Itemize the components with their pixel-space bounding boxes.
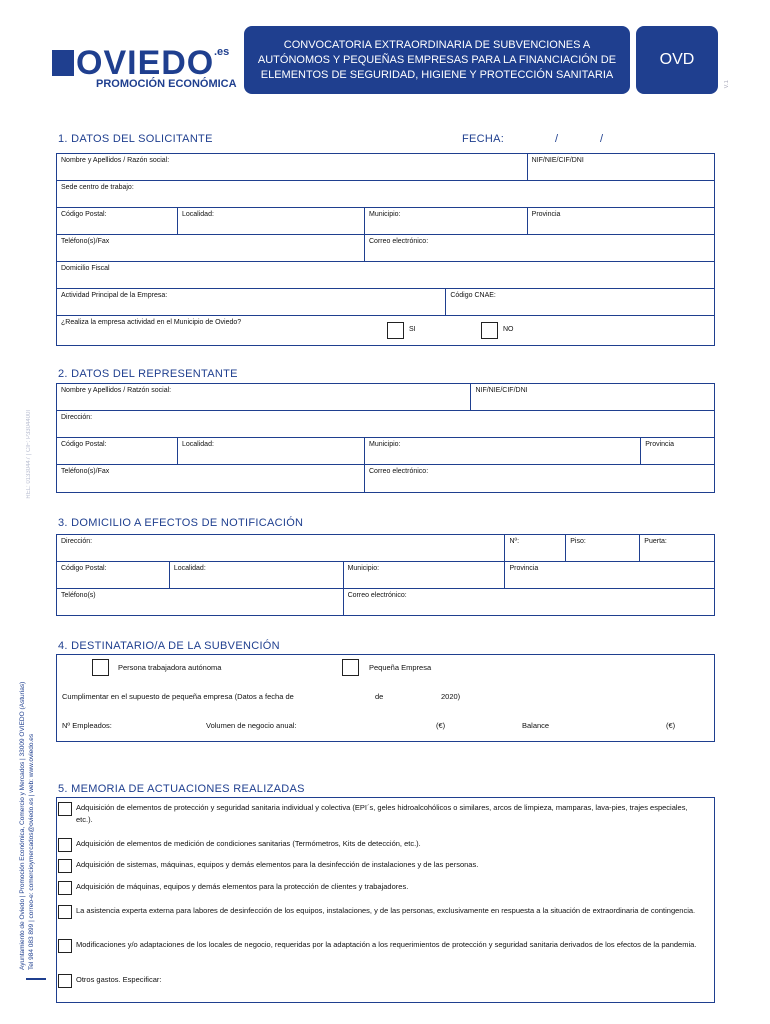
checkbox-autonoma[interactable] (92, 659, 109, 676)
memoria-item (58, 905, 698, 919)
field-cp[interactable]: Código Postal: (57, 208, 178, 235)
solicitante-table (56, 153, 715, 346)
field-nif[interactable]: NIF/NIE/CIF/DNI (527, 154, 714, 181)
section-5-title: 5. MEMORIA DE ACTUACIONES REALIZADAS (58, 783, 305, 795)
field-domicilio-fiscal[interactable]: Domicilio Fiscal (57, 262, 715, 289)
rep-field-correo[interactable]: Correo electrónico: (365, 465, 715, 493)
not-field-correo[interactable]: Correo electrónico: (343, 589, 714, 616)
memoria-checkbox-1[interactable] (58, 802, 72, 816)
section-1-title: 1. DATOS DEL SOLICITANTE (58, 133, 213, 145)
contact-line-2: Tel 984 083 899 | correo-e: comercioymercados@oviedo.es | web: www.oviedo.es (28, 733, 35, 970)
form-title-banner (244, 26, 630, 94)
balance-label: Balance (522, 721, 550, 730)
rep-field-telefono[interactable]: Teléfono(s)/Fax (57, 465, 365, 493)
section-3-title: 3. DOMICILIO A EFECTOS DE NOTIFICACIÓN (58, 517, 304, 529)
form-code-badge (636, 26, 718, 94)
memoria-checkbox-4[interactable] (58, 881, 72, 895)
rep-field-cp[interactable]: Código Postal: (57, 438, 178, 465)
not-field-cp[interactable]: Código Postal: (57, 562, 170, 589)
memoria-item (58, 881, 698, 895)
rep-field-nif[interactable]: NIF/NIE/CIF/DNI (471, 384, 715, 411)
balance-euro: (€) (666, 721, 676, 730)
question-label: ¿Realiza la empresa actividad en el Municipio de Oviedo? (61, 319, 242, 326)
memoria-item (58, 939, 698, 953)
field-correo[interactable]: Correo electrónico: (365, 235, 715, 262)
memoria-item-text: Adquisición de elementos de protección y seguridad sanitaria individual y colectiva (EPI´s, geles hidroalcohólicos o similares, arcos de limpieza, mamparas, lava-pies, trajes especiales, etc.). (76, 803, 688, 824)
not-field-localidad[interactable]: Localidad: (169, 562, 343, 589)
fecha-sep-1: / (555, 133, 559, 145)
form-title: CONVOCATORIA EXTRAORDINARIA DE SUBVENCIONES A AUTÓNOMOS Y PEQUEÑAS EMPRESAS PARA LA FINANCIACIÓN DE ELEMENTOS DE SEGURIDAD, HIGIENE Y PROTECCIÓN SANITARIA (257, 38, 617, 81)
reference-text: REL: 01330447 | CIF: P3304400I (26, 410, 32, 499)
memoria-item-text: Modificaciones y/o adaptaciones de los locales de negocio, requeridas por la adaptación a los requerimientos de protección y seguridad sanitaria derivados de los efectos de la pandemia. (76, 940, 697, 949)
rep-field-localidad[interactable]: Localidad: (178, 438, 365, 465)
section-4-title: 4. DESTINATARIO/A DE LA SUBVENCIÓN (58, 640, 280, 652)
pequena-label: Pequeña Empresa (369, 663, 432, 672)
field-name[interactable]: Nombre y Apellidos / Razón social: (57, 154, 528, 181)
memoria-item (58, 838, 698, 852)
rep-field-municipio[interactable]: Municipio: (365, 438, 641, 465)
notificacion-table (56, 534, 715, 616)
memoria-item (58, 802, 698, 826)
rep-field-direccion[interactable]: Dirección: (57, 411, 715, 438)
logo-suffix: .es (214, 46, 230, 58)
memoria-item (58, 859, 698, 873)
logo-subtitle: PROMOCIÓN ECONÓMICA (96, 78, 237, 90)
fecha-sep-2: / (600, 133, 604, 145)
not-field-piso[interactable]: Piso: (566, 535, 640, 562)
logo-text: OVIEDO (76, 44, 215, 82)
not-field-numero[interactable]: Nº: (505, 535, 566, 562)
checkbox-no-label: NO (503, 326, 514, 333)
side-divider (26, 978, 46, 980)
oviedo-logo-emblem (52, 50, 74, 76)
autonoma-label: Persona trabajadora autónoma (118, 663, 222, 672)
memoria-checkbox-5[interactable] (58, 905, 72, 919)
version-tag: V.1 (724, 80, 730, 89)
memoria-box (56, 797, 715, 1003)
rep-field-name[interactable]: Nombre y Apellidos / Ratzón social: (57, 384, 471, 411)
field-actividad-oviedo (57, 316, 715, 346)
memoria-item-text: Adquisición de máquinas, equipos y demás elementos para la protección de clientes y trabajadores. (76, 882, 409, 891)
not-field-municipio[interactable]: Municipio: (343, 562, 505, 589)
checkbox-pequena-empresa[interactable] (342, 659, 359, 676)
field-municipio[interactable]: Municipio: (365, 208, 528, 235)
fecha-anio: 2020) (441, 692, 461, 701)
memoria-item-text: La asistencia experta externa para labores de desinfección de los equipos, instalaciones, y de las personas, exclusivamente en respuesta a la situación de extraordinaria de contingencia. (76, 906, 696, 915)
fecha-label: FECHA: (462, 133, 505, 145)
memoria-checkbox-6[interactable] (58, 939, 72, 953)
memoria-item-text: Adquisición de elementos de medición de condiciones sanitarias (Termómetros, Kits de detección, etc.). (76, 839, 421, 848)
empleados-label: Nº Empleados: (62, 721, 112, 730)
form-code: OVD (659, 51, 695, 68)
memoria-item (58, 974, 698, 988)
memoria-item-text: Otros gastos. Especificar: (76, 975, 162, 984)
field-cnae[interactable]: Código CNAE: (446, 289, 715, 316)
contact-line-1: Ayuntamiento de Oviedo | Promoción Económica, Comercio y Mercados | 33009 OVIEDO (Asturias) (19, 681, 26, 970)
memoria-item-text: Adquisición de sistemas, máquinas, equipos y demás elementos para la desinfección de instalaciones y de las personas. (76, 860, 479, 869)
not-field-provincia[interactable]: Provincia (505, 562, 715, 589)
not-field-direccion[interactable]: Dirección: (57, 535, 505, 562)
not-field-telefono[interactable]: Teléfono(s) (57, 589, 344, 616)
memoria-checkbox-3[interactable] (58, 859, 72, 873)
memoria-checkbox-2[interactable] (58, 838, 72, 852)
memoria-checkbox-7[interactable] (58, 974, 72, 988)
field-telefono[interactable]: Teléfono(s)/Fax (57, 235, 365, 262)
checkbox-si-label: SI (409, 326, 416, 333)
rep-field-provincia[interactable]: Provincia (641, 438, 715, 465)
fecha-de: de (375, 692, 384, 701)
cumplimentar-text: Cumplimentar en el supuesto de pequeña empresa (Datos a fecha de (62, 692, 294, 701)
checkbox-si[interactable] (387, 322, 404, 339)
checkbox-no[interactable] (481, 322, 498, 339)
field-localidad[interactable]: Localidad: (178, 208, 365, 235)
section-2-title: 2. DATOS DEL REPRESENTANTE (58, 368, 238, 380)
field-sede[interactable]: Sede centro de trabajo: (57, 181, 715, 208)
not-field-puerta[interactable]: Puerta: (640, 535, 715, 562)
field-actividad[interactable]: Actividad Principal de la Empresa: (57, 289, 446, 316)
volumen-euro: (€) (436, 721, 446, 730)
field-provincia[interactable]: Provincia (527, 208, 714, 235)
volumen-label: Volumen de negocio anual: (206, 721, 297, 730)
representante-table (56, 383, 715, 493)
contact-sidebar (18, 640, 36, 970)
